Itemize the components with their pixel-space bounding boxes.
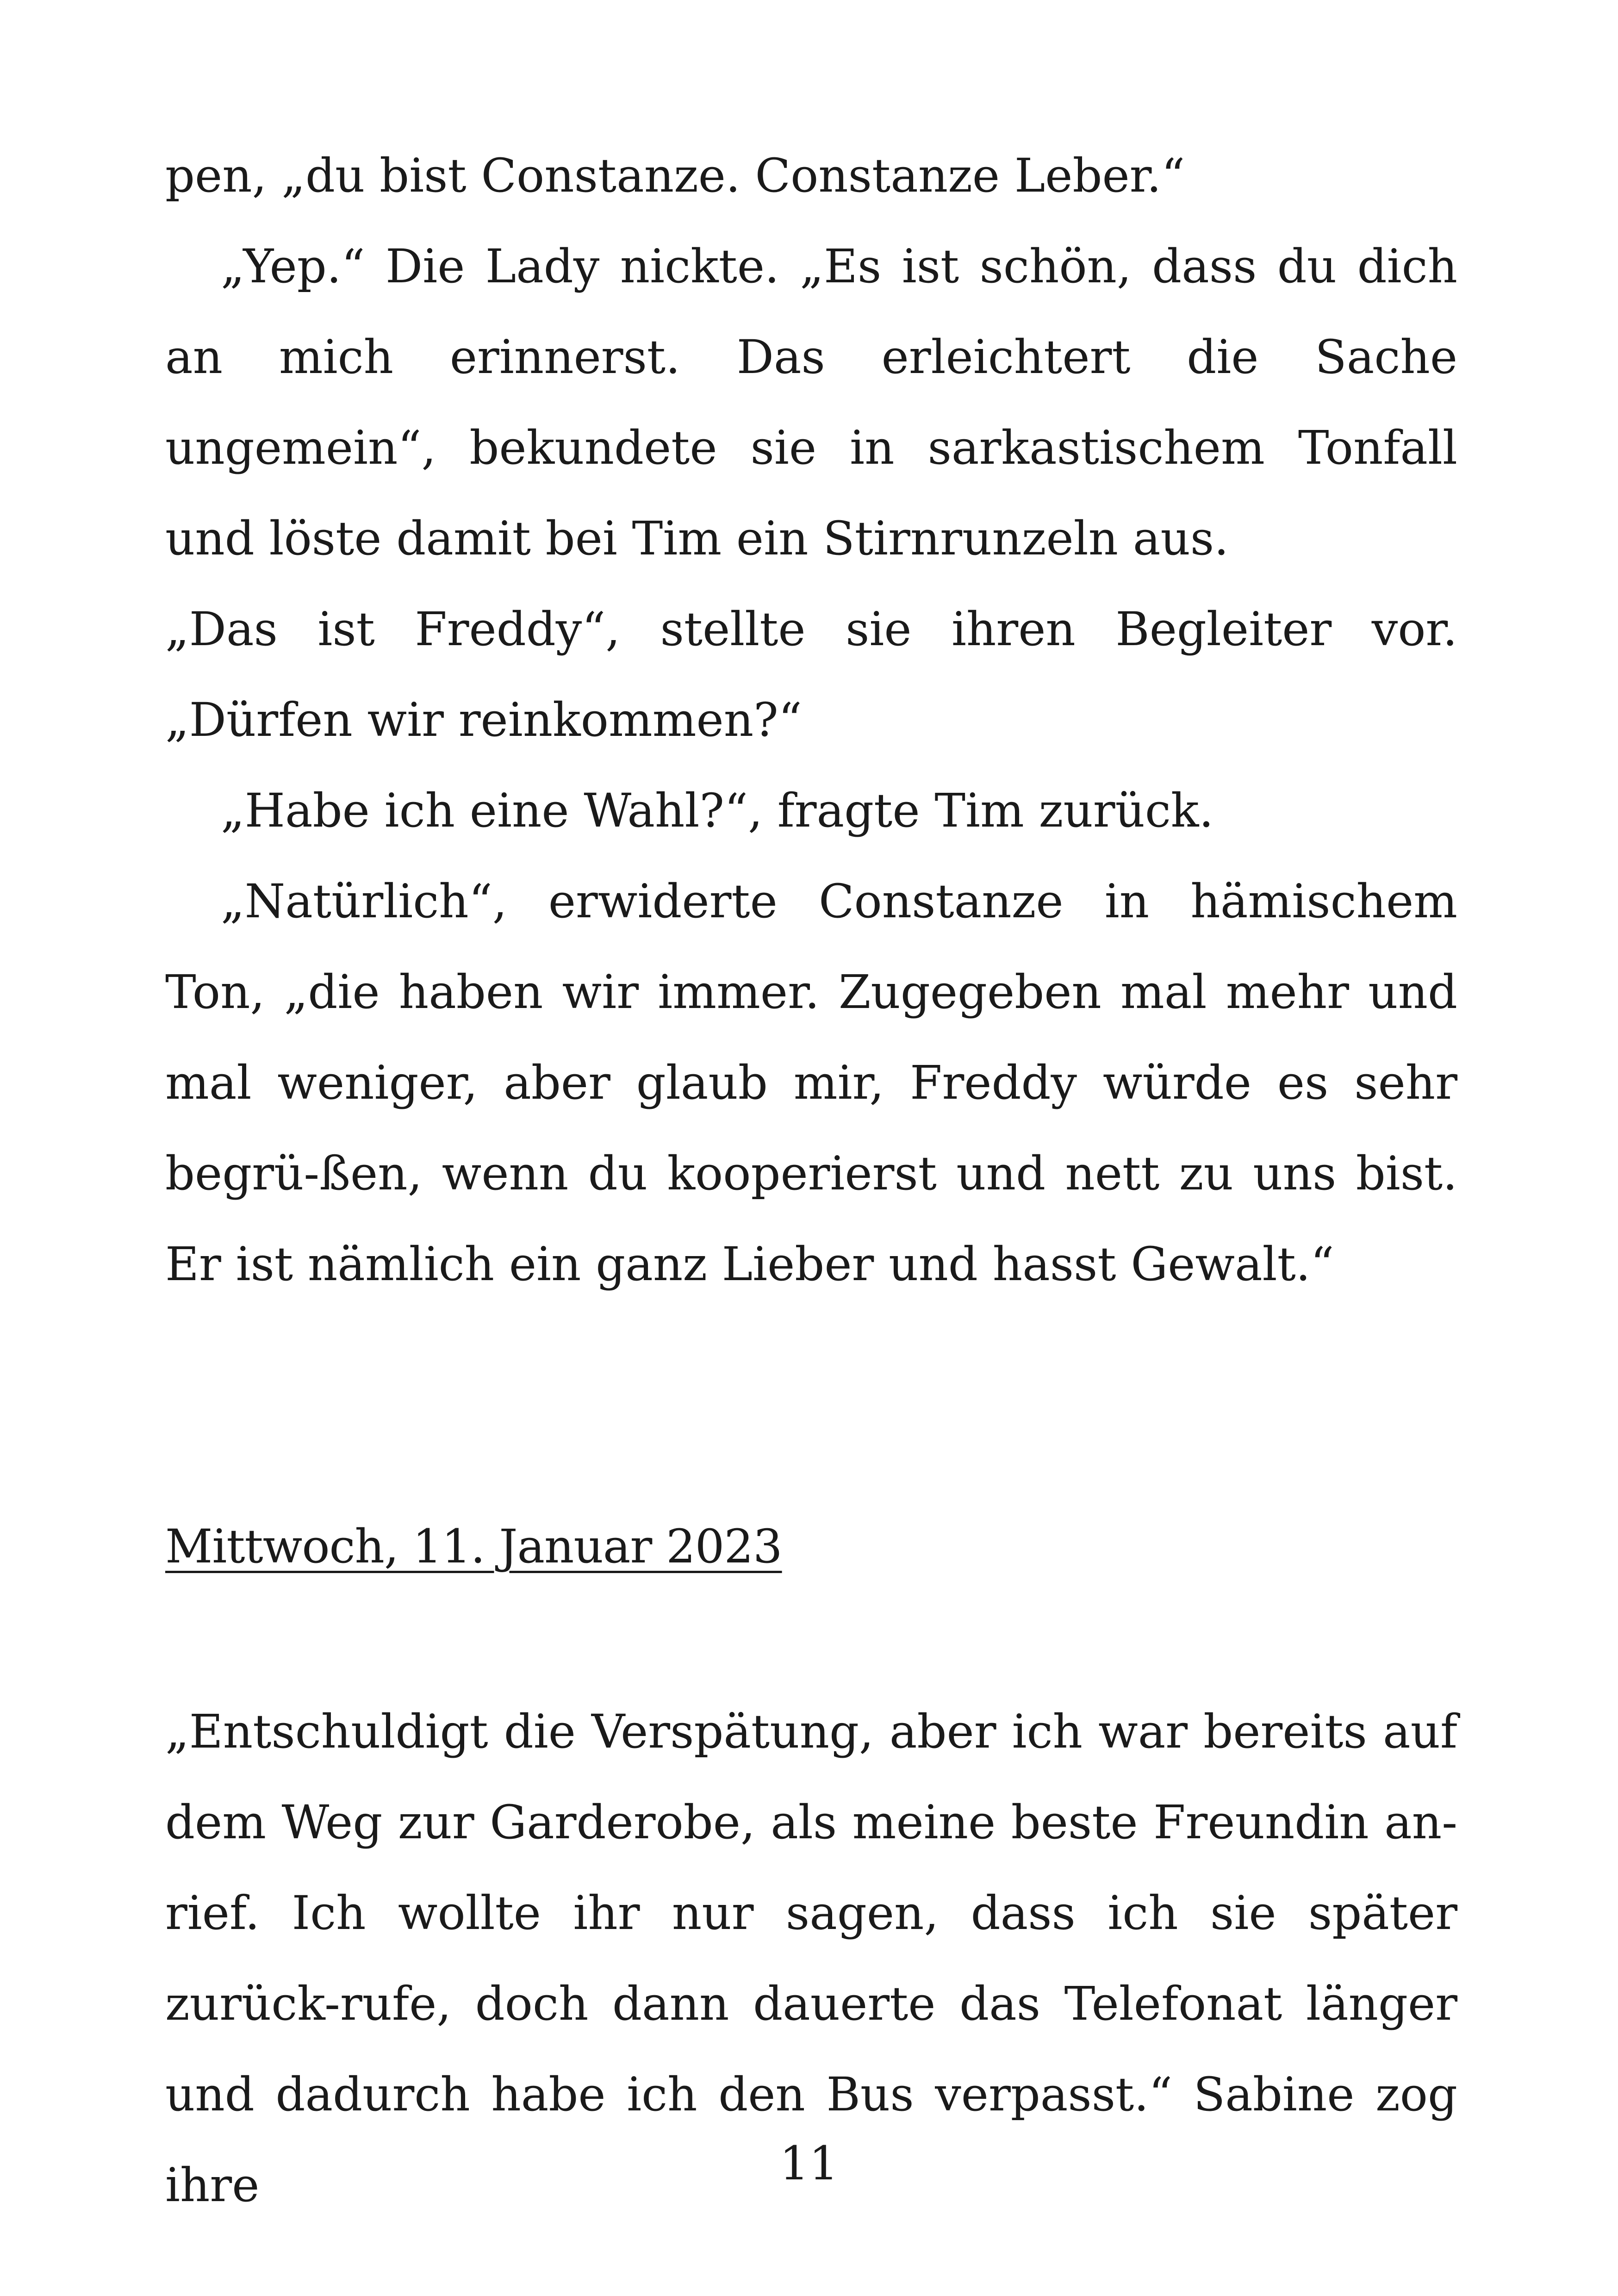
paragraph: „Entschuldigt die Verspätung, aber ich war bereits auf dem Weg zur Garderobe, als meine beste Freundin an-rief. Ich wollte ihr nur sagen, dass ich sie später zurück-rufe, doch dann dauerte das Telefonat länger und dadurch habe ich den Bus verpasst.“ Sabine zog ihre <box>165 1705 1457 2212</box>
page-number: 11 <box>779 2136 839 2190</box>
section-heading: Mittwoch, 11. Januar 2023 <box>165 1519 782 1574</box>
text-block-top <box>165 131 1457 1310</box>
paragraph: „Natürlich“, erwiderte Constanze in hämischem Ton, „die haben wir immer. Zugegeben mal mehr und mal weniger, aber glaub mir, Freddy würde es sehr begrü-ßen, wenn du kooperierst und nett zu uns bist. Er ist nämlich ein ganz Lieber und hasst Gewalt.“ <box>165 874 1457 1291</box>
paragraph: „Yep.“ Die Lady nickte. „Es ist schön, dass du dich an mich erinnerst. Das erleichtert die Sache ungemein“, bekundete sie in sarkastischem Tonfall und löste damit bei Tim ein Stirnrunzeln aus. <box>165 239 1457 566</box>
section-heading-wrap <box>165 1510 1457 1584</box>
paragraph: „Habe ich eine Wahl?“, fragte Tim zurück. <box>221 784 1214 838</box>
paragraph: „Das ist Freddy“, stellte sie ihren Begleiter vor. „Dürfen wir reinkommen?“ <box>165 602 1457 747</box>
paragraph: pen, „du bist Constanze. Constanze Leber.“ <box>165 149 1185 203</box>
